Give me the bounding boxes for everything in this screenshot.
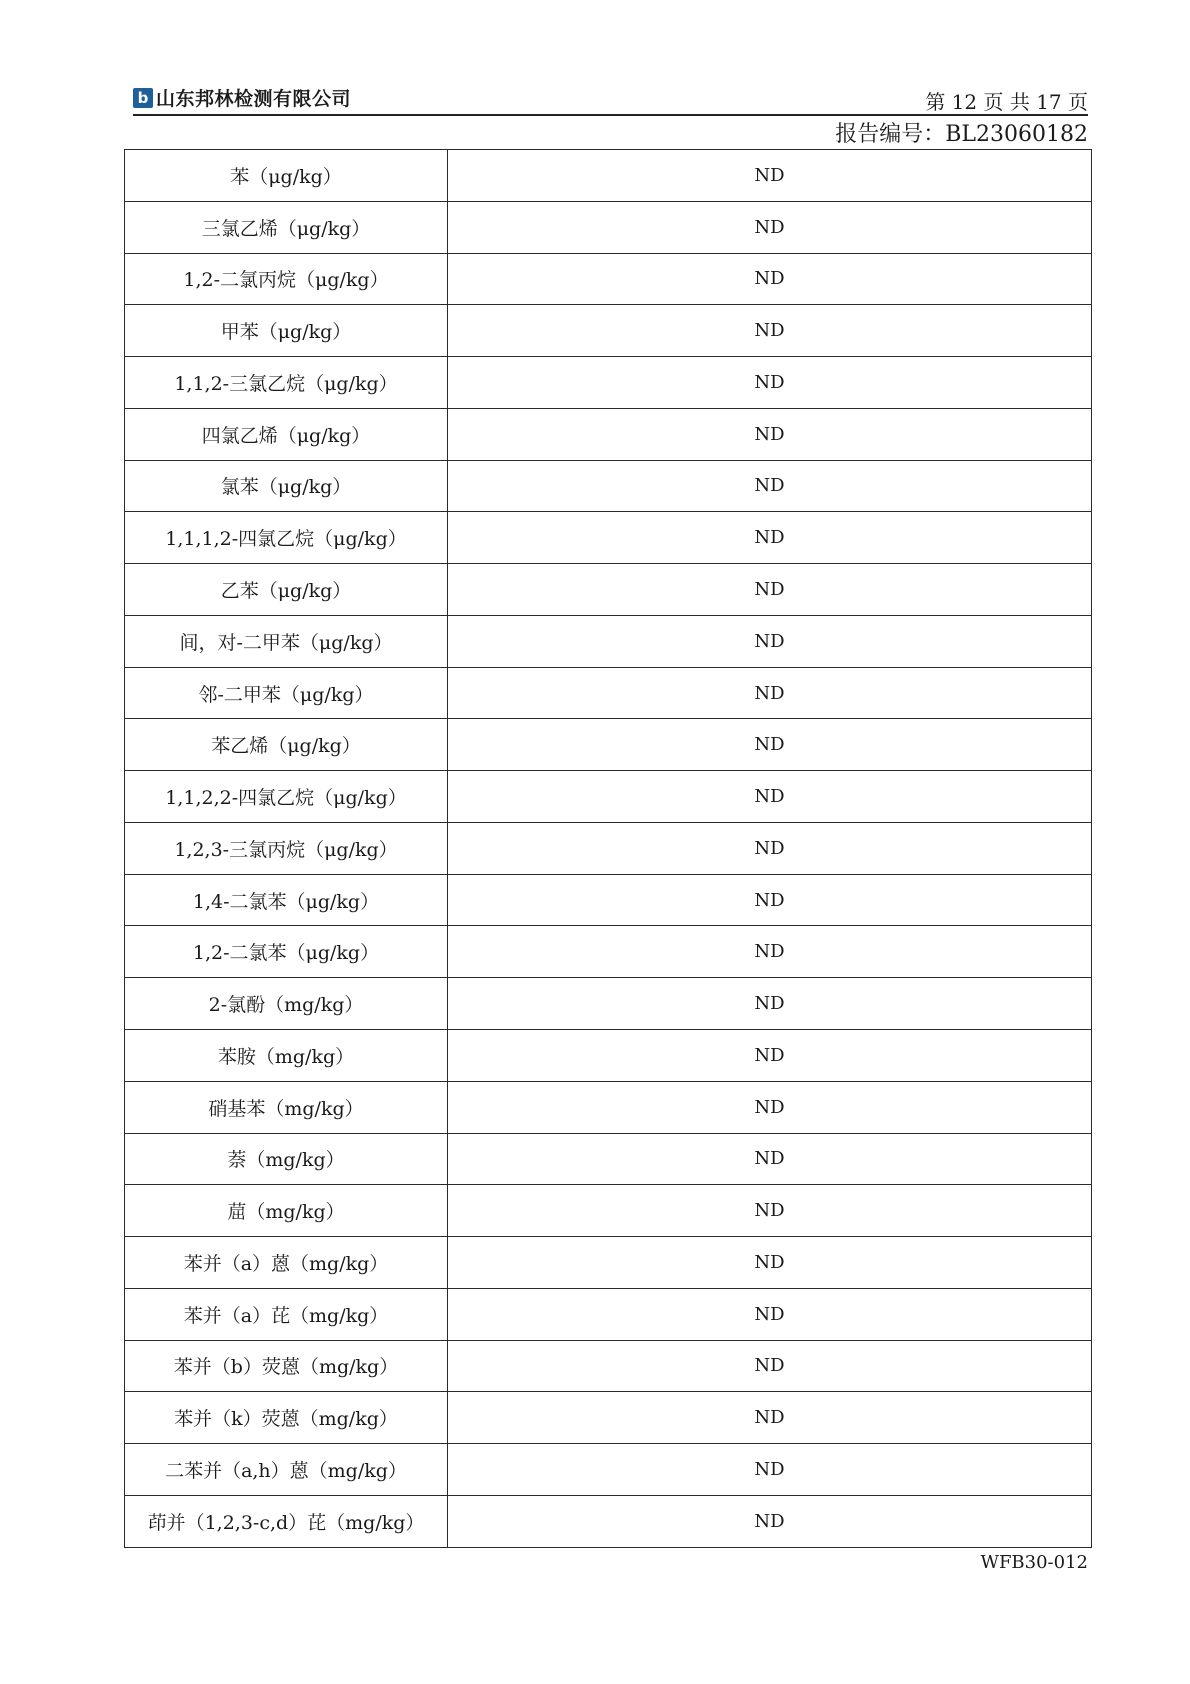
result-value-cell: ND — [448, 460, 1092, 512]
results-table — [124, 149, 1092, 1548]
result-value-cell: ND — [448, 771, 1092, 823]
result-value-cell: ND — [448, 305, 1092, 357]
result-value-cell: ND — [448, 822, 1092, 874]
result-value-cell: ND — [448, 1288, 1092, 1340]
company-name: 山东邦林检测有限公司 — [156, 88, 352, 110]
form-code: WFB30-012 — [980, 1552, 1088, 1573]
table-row — [125, 1340, 1092, 1392]
result-value-cell: ND — [448, 1392, 1092, 1444]
table-row — [125, 1288, 1092, 1340]
table-row — [125, 305, 1092, 357]
test-item-cell: 硝基苯（mg/kg） — [125, 1081, 448, 1133]
page-header — [133, 84, 1088, 118]
table-row — [125, 1030, 1092, 1082]
test-item-cell: 三氯乙烯（μg/kg） — [125, 201, 448, 253]
result-value-cell: ND — [448, 874, 1092, 926]
table-row — [125, 253, 1092, 305]
table-row — [125, 201, 1092, 253]
table-row — [125, 512, 1092, 564]
result-value-cell: ND — [448, 978, 1092, 1030]
page-number: 第 12 页 共 17 页 — [925, 90, 1088, 114]
test-item-cell: 1,1,1,2-四氯乙烷（μg/kg） — [125, 512, 448, 564]
table-row — [125, 1495, 1092, 1547]
report-number: 报告编号：BL23060182 — [835, 122, 1088, 147]
result-value-cell: ND — [448, 408, 1092, 460]
result-value-cell: ND — [448, 357, 1092, 409]
test-item-cell: 1,2-二氯丙烷（μg/kg） — [125, 253, 448, 305]
test-item-cell: 1,2,3-三氯丙烷（μg/kg） — [125, 822, 448, 874]
result-value-cell: ND — [448, 615, 1092, 667]
table-row — [125, 615, 1092, 667]
result-value-cell: ND — [448, 150, 1092, 202]
test-item-cell: 苯（μg/kg） — [125, 150, 448, 202]
result-value-cell: ND — [448, 1495, 1092, 1547]
header-divider — [133, 114, 1088, 116]
table-row — [125, 1185, 1092, 1237]
table-row — [125, 1237, 1092, 1289]
test-item-cell: 间，对-二甲苯（μg/kg） — [125, 615, 448, 667]
table-row — [125, 771, 1092, 823]
test-item-cell: 苯并（a）芘（mg/kg） — [125, 1288, 448, 1340]
result-value-cell: ND — [448, 1340, 1092, 1392]
test-item-cell: 苯并（b）荧蒽（mg/kg） — [125, 1340, 448, 1392]
test-item-cell: 甲苯（μg/kg） — [125, 305, 448, 357]
table-row — [125, 667, 1092, 719]
test-item-cell: 2-氯酚（mg/kg） — [125, 978, 448, 1030]
table-row — [125, 719, 1092, 771]
result-value-cell: ND — [448, 1030, 1092, 1082]
test-item-cell: 萘（mg/kg） — [125, 1133, 448, 1185]
table-row — [125, 1081, 1092, 1133]
table-row — [125, 1444, 1092, 1496]
result-value-cell: ND — [448, 512, 1092, 564]
test-item-cell: 苯胺（mg/kg） — [125, 1030, 448, 1082]
test-item-cell: 乙苯（μg/kg） — [125, 564, 448, 616]
test-item-cell: 1,1,2,2-四氯乙烷（μg/kg） — [125, 771, 448, 823]
test-item-cell: 茚并（1,2,3-c,d）芘（mg/kg） — [125, 1495, 448, 1547]
table-row — [125, 1392, 1092, 1444]
test-item-cell: 1,4-二氯苯（μg/kg） — [125, 874, 448, 926]
table-row — [125, 874, 1092, 926]
test-item-cell: 1,1,2-三氯乙烷（μg/kg） — [125, 357, 448, 409]
test-item-cell: 苯并（a）蒽（mg/kg） — [125, 1237, 448, 1289]
company-brand — [133, 84, 351, 111]
test-item-cell: 四氯乙烯（μg/kg） — [125, 408, 448, 460]
test-item-cell: 二苯并（a,h）蒽（mg/kg） — [125, 1444, 448, 1496]
table-row — [125, 564, 1092, 616]
table-row — [125, 926, 1092, 978]
result-value-cell: ND — [448, 1185, 1092, 1237]
table-row — [125, 150, 1092, 202]
result-value-cell: ND — [448, 253, 1092, 305]
table-row — [125, 460, 1092, 512]
test-item-cell: 1,2-二氯苯（μg/kg） — [125, 926, 448, 978]
table-row — [125, 357, 1092, 409]
result-value-cell: ND — [448, 1237, 1092, 1289]
table-row — [125, 978, 1092, 1030]
result-value-cell: ND — [448, 926, 1092, 978]
result-value-cell: ND — [448, 719, 1092, 771]
test-item-cell: 邻-二甲苯（μg/kg） — [125, 667, 448, 719]
result-value-cell: ND — [448, 564, 1092, 616]
table-row — [125, 822, 1092, 874]
test-item-cell: 苯乙烯（μg/kg） — [125, 719, 448, 771]
test-item-cell: 苯并（k）荧蒽（mg/kg） — [125, 1392, 448, 1444]
result-value-cell: ND — [448, 201, 1092, 253]
result-value-cell: ND — [448, 1081, 1092, 1133]
company-logo-icon: b — [133, 88, 153, 108]
result-value-cell: ND — [448, 1444, 1092, 1496]
result-value-cell: ND — [448, 1133, 1092, 1185]
table-row — [125, 408, 1092, 460]
table-row — [125, 1133, 1092, 1185]
test-item-cell: 氯苯（μg/kg） — [125, 460, 448, 512]
result-value-cell: ND — [448, 667, 1092, 719]
results-table-body — [125, 150, 1092, 1548]
test-item-cell: 䓛（mg/kg） — [125, 1185, 448, 1237]
